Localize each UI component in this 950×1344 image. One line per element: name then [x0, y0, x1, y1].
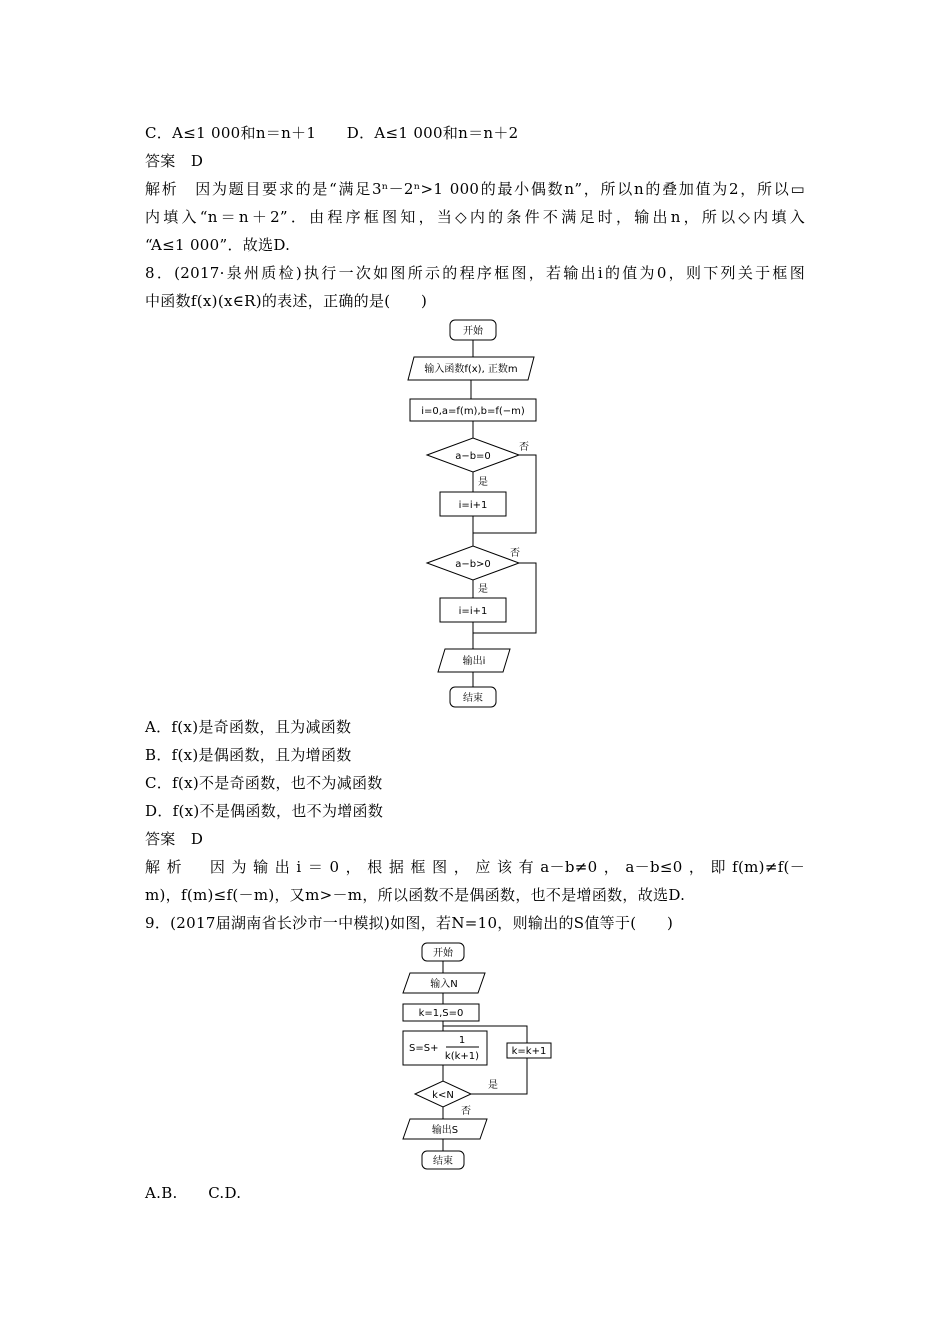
question9: 9．(2017届湖南省长沙市一中模拟)如图，若N=10，则输出的S值等于( ): [145, 914, 674, 932]
fc2-cond-text: k<N: [432, 1090, 454, 1101]
fc1-init-text: i=0,a=f(m),b=f(−m): [421, 406, 525, 417]
fc1-yes1-label: 是: [478, 477, 488, 488]
question7-options-cd: C．A≤1 000和n＝n＋1 D．A≤1 000和n＝n＋2: [145, 124, 519, 142]
option-c: C．f(x)不是奇函数，也不为减函数: [145, 774, 383, 792]
fc1-end-text: 结束: [463, 693, 483, 704]
solution-7-line1: 解析 因为题目要求的是“满足3ⁿ－2ⁿ>1 000的最小偶数n”，所以n的叠加值为2，所以▭: [145, 180, 805, 198]
fc1-no2-label: 否: [510, 548, 520, 559]
fc2-input-text: 输入N: [430, 979, 458, 990]
solution-8-line1: 解析 因为输出i＝0，根据框图，应该有a－b≠0，a－b≤0，即f(m)≠f(－: [145, 858, 805, 876]
fc2-start-text: 开始: [433, 948, 453, 959]
solution-8-line2: m)，f(m)≤f(－m)，又m>－m，所以函数不是偶函数，也不是增函数，故选D.: [145, 886, 686, 904]
option-d: D．f(x)不是偶函数，也不为增函数: [145, 802, 384, 820]
fc1-cond1-text: a−b=0: [455, 451, 491, 462]
fc2-inc-text: k=k+1: [511, 1046, 547, 1057]
question8-line2: 中函数f(x)(x∈R)的表述，正确的是( ): [145, 292, 428, 310]
solution-7-line3: “A≤1 000”．故选D.: [145, 236, 291, 254]
question8-line1: 8．(2017·泉州质检)执行一次如图所示的程序框图，若输出i的值为0，则下列关于框图: [145, 264, 805, 282]
fc1-output-text: 输出i: [462, 656, 486, 667]
fc2-frac-den: k(k+1): [444, 1051, 480, 1062]
fc1-inc2-text: i=i+1: [458, 606, 488, 617]
fc2-sum-left: S=S+: [409, 1043, 439, 1054]
option-b: B．f(x)是偶函数，且为增函数: [145, 746, 352, 764]
fc2-end-text: 结束: [433, 1156, 453, 1167]
fc1-start-text: 开始: [463, 326, 483, 337]
fc1-inc1-text: i=i+1: [458, 500, 488, 511]
fc1-input-text: 输入函数f(x), 正数m: [424, 364, 518, 375]
solution-7-line2: 内填入“n＝n＋2”．由程序框图知，当◇内的条件不满足时，输出n，所以◇内填入: [145, 208, 805, 226]
fc2-output-text: 输出S: [431, 1125, 459, 1136]
fc1-cond2-text: a−b>0: [455, 559, 491, 570]
option-a: A．f(x)是奇函数，且为减函数: [145, 718, 352, 736]
question9-options: A.B. C.D.: [145, 1184, 242, 1202]
fc2-yes-label: 是: [488, 1080, 498, 1091]
answer-7: 答案 D: [145, 152, 204, 170]
fc2-init-text: k=1,S=0: [418, 1008, 464, 1019]
fc2-no-label: 否: [461, 1106, 471, 1117]
answer-8: 答案 D: [145, 830, 204, 848]
fc1-no1-label: 否: [519, 442, 529, 453]
fc2-frac-num: 1: [458, 1035, 466, 1046]
fc1-yes2-label: 是: [478, 584, 488, 595]
